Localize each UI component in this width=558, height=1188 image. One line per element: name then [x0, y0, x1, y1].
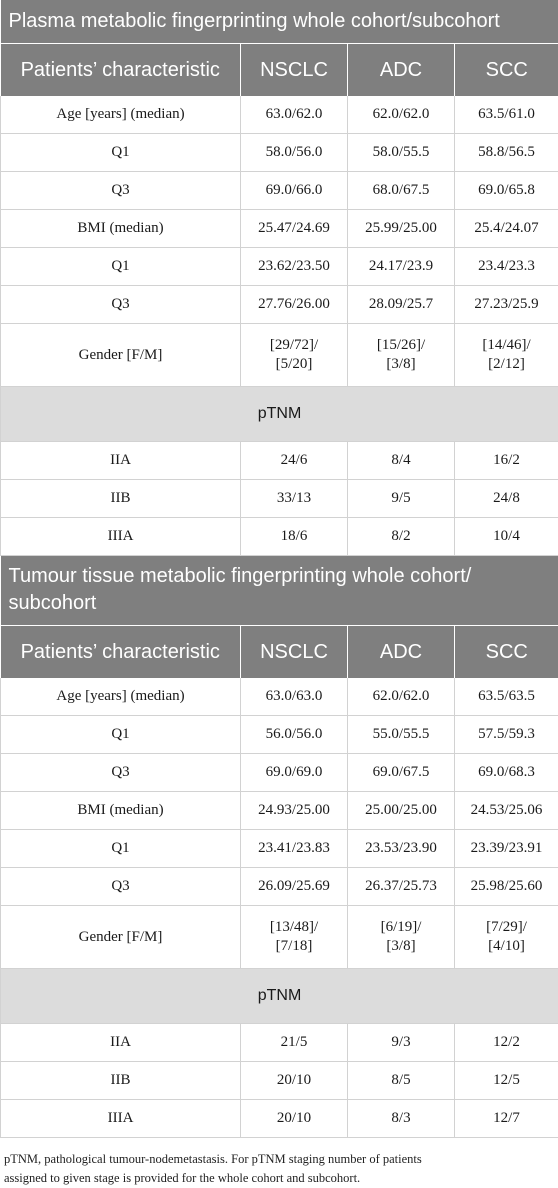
cell-line: [3/8] — [386, 938, 415, 954]
row-label: IIIA — [1, 518, 241, 556]
table-row — [1, 286, 558, 324]
cell-adc: 24.17/23.9 — [348, 248, 455, 286]
table-row — [1, 754, 558, 792]
cell-nsclc: 23.62/23.50 — [241, 248, 348, 286]
table-row — [1, 716, 558, 754]
cell-scc: 23.4/23.3 — [455, 248, 558, 286]
row-label: IIA — [1, 1024, 241, 1062]
table-row — [1, 518, 558, 556]
row-label: Q1 — [1, 716, 241, 754]
table-row-gender — [1, 324, 558, 387]
section-row — [1, 387, 558, 442]
header-nsclc: NSCLC — [241, 626, 348, 679]
cell-scc: 27.23/25.9 — [455, 286, 558, 324]
row-label: IIA — [1, 442, 241, 480]
row-label: Q3 — [1, 754, 241, 792]
cell-scc: 69.0/68.3 — [455, 754, 558, 792]
cell-nsclc: 20/10 — [241, 1062, 348, 1100]
cell-adc: 68.0/67.5 — [348, 172, 455, 210]
cell-line: [29/72]/ — [270, 337, 318, 353]
cell-adc: 28.09/25.7 — [348, 286, 455, 324]
plasma-table-title: Plasma metabolic fingerprinting whole cohort/subcohort — [1, 0, 558, 44]
cell-adc: 8/5 — [348, 1062, 455, 1100]
cell-scc: 57.5/59.3 — [455, 716, 558, 754]
cell-nsclc: 33/13 — [241, 480, 348, 518]
table-row — [1, 248, 558, 286]
footnote-line: pTNM, pathological tumour-nodemetastasis. For pTNM staging number of patients — [4, 1152, 422, 1166]
cell-adc: 8/4 — [348, 442, 455, 480]
cell-scc: 23.39/23.91 — [455, 830, 558, 868]
section-ptnm: pTNM — [1, 969, 558, 1024]
cell-scc: 12/5 — [455, 1062, 558, 1100]
cell-nsclc: 63.0/63.0 — [241, 678, 348, 716]
cell-adc: 8/3 — [348, 1100, 455, 1138]
cell-nsclc: 18/6 — [241, 518, 348, 556]
cell-line: [7/29]/ — [486, 919, 527, 935]
row-label: Q3 — [1, 286, 241, 324]
table-row — [1, 480, 558, 518]
cell-scc — [455, 906, 558, 969]
cell-adc: 9/5 — [348, 480, 455, 518]
row-label: Q3 — [1, 172, 241, 210]
cell-line: [13/48]/ — [270, 919, 318, 935]
table-row — [1, 96, 558, 134]
cell-adc: 9/3 — [348, 1024, 455, 1062]
header-characteristic: Patients’ characteristic — [1, 626, 241, 679]
header-scc: SCC — [455, 626, 558, 679]
cell-scc: 12/7 — [455, 1100, 558, 1138]
cell-adc: 69.0/67.5 — [348, 754, 455, 792]
cell-scc: 25.4/24.07 — [455, 210, 558, 248]
title-line: Tumour tissue metabolic fingerprinting whole cohort/ — [9, 565, 472, 587]
cell-nsclc: 26.09/25.69 — [241, 868, 348, 906]
cell-nsclc: 27.76/26.00 — [241, 286, 348, 324]
row-label: Gender [F/M] — [1, 906, 241, 969]
cell-nsclc: 23.41/23.83 — [241, 830, 348, 868]
cell-scc: 24.53/25.06 — [455, 792, 558, 830]
section-row — [1, 969, 558, 1024]
row-label: Q3 — [1, 868, 241, 906]
table-row — [1, 678, 558, 716]
cell-line: [7/18] — [276, 938, 313, 954]
footnote-line: assigned to given stage is provided for the whole cohort and subcohort. — [4, 1171, 360, 1185]
cell-nsclc: 25.47/24.69 — [241, 210, 348, 248]
table-row — [1, 1024, 558, 1062]
cell-line: [5/20] — [276, 356, 313, 372]
row-label: IIIA — [1, 1100, 241, 1138]
cell-scc: 24/8 — [455, 480, 558, 518]
cell-scc: 58.8/56.5 — [455, 134, 558, 172]
row-label: Age [years] (median) — [1, 96, 241, 134]
cell-nsclc — [241, 324, 348, 387]
cell-adc: 26.37/25.73 — [348, 868, 455, 906]
cell-nsclc: 58.0/56.0 — [241, 134, 348, 172]
header-scc: SCC — [455, 44, 558, 97]
tissue-header-row — [1, 626, 558, 679]
cell-scc: 16/2 — [455, 442, 558, 480]
cell-nsclc: 69.0/66.0 — [241, 172, 348, 210]
cell-adc — [348, 906, 455, 969]
cell-line: [2/12] — [488, 356, 525, 372]
cell-line: [14/46]/ — [482, 337, 530, 353]
cell-adc: 25.99/25.00 — [348, 210, 455, 248]
cell-scc: 10/4 — [455, 518, 558, 556]
table-row — [1, 792, 558, 830]
cell-line: [3/8] — [386, 356, 415, 372]
row-label: Gender [F/M] — [1, 324, 241, 387]
cell-nsclc — [241, 906, 348, 969]
table-row — [1, 1062, 558, 1100]
table-row — [1, 210, 558, 248]
cell-adc: 55.0/55.5 — [348, 716, 455, 754]
cell-adc: 62.0/62.0 — [348, 96, 455, 134]
cell-line: [4/10] — [488, 938, 525, 954]
title-line: subcohort — [9, 592, 97, 614]
row-label: IIB — [1, 1062, 241, 1100]
table-row — [1, 442, 558, 480]
header-adc: ADC — [348, 44, 455, 97]
cell-adc: 8/2 — [348, 518, 455, 556]
cell-nsclc: 21/5 — [241, 1024, 348, 1062]
cell-adc: 25.00/25.00 — [348, 792, 455, 830]
cell-nsclc: 24.93/25.00 — [241, 792, 348, 830]
row-label: Q1 — [1, 248, 241, 286]
table-row — [1, 830, 558, 868]
cell-nsclc: 20/10 — [241, 1100, 348, 1138]
cell-scc — [455, 324, 558, 387]
cell-line: [6/19]/ — [381, 919, 422, 935]
table-row — [1, 134, 558, 172]
header-nsclc: NSCLC — [241, 44, 348, 97]
tissue-table-title — [1, 556, 558, 626]
row-label: Q1 — [1, 830, 241, 868]
cell-scc: 25.98/25.60 — [455, 868, 558, 906]
cell-scc: 12/2 — [455, 1024, 558, 1062]
cell-adc — [348, 324, 455, 387]
row-label: BMI (median) — [1, 210, 241, 248]
header-adc: ADC — [348, 626, 455, 679]
table-footnote — [0, 1138, 558, 1188]
table-row-gender — [1, 906, 558, 969]
section-ptnm: pTNM — [1, 387, 558, 442]
header-characteristic: Patients’ characteristic — [1, 44, 241, 97]
cell-nsclc: 24/6 — [241, 442, 348, 480]
cell-scc: 63.5/61.0 — [455, 96, 558, 134]
row-label: BMI (median) — [1, 792, 241, 830]
table-row — [1, 172, 558, 210]
cell-adc: 23.53/23.90 — [348, 830, 455, 868]
table-row — [1, 868, 558, 906]
cell-adc: 58.0/55.5 — [348, 134, 455, 172]
row-label: Age [years] (median) — [1, 678, 241, 716]
row-label: Q1 — [1, 134, 241, 172]
cell-line: [15/26]/ — [377, 337, 425, 353]
cell-nsclc: 56.0/56.0 — [241, 716, 348, 754]
cell-nsclc: 63.0/62.0 — [241, 96, 348, 134]
table-row — [1, 1100, 558, 1138]
cell-adc: 62.0/62.0 — [348, 678, 455, 716]
cell-scc: 69.0/65.8 — [455, 172, 558, 210]
cell-nsclc: 69.0/69.0 — [241, 754, 348, 792]
plasma-header-row — [1, 44, 558, 97]
cell-scc: 63.5/63.5 — [455, 678, 558, 716]
row-label: IIB — [1, 480, 241, 518]
